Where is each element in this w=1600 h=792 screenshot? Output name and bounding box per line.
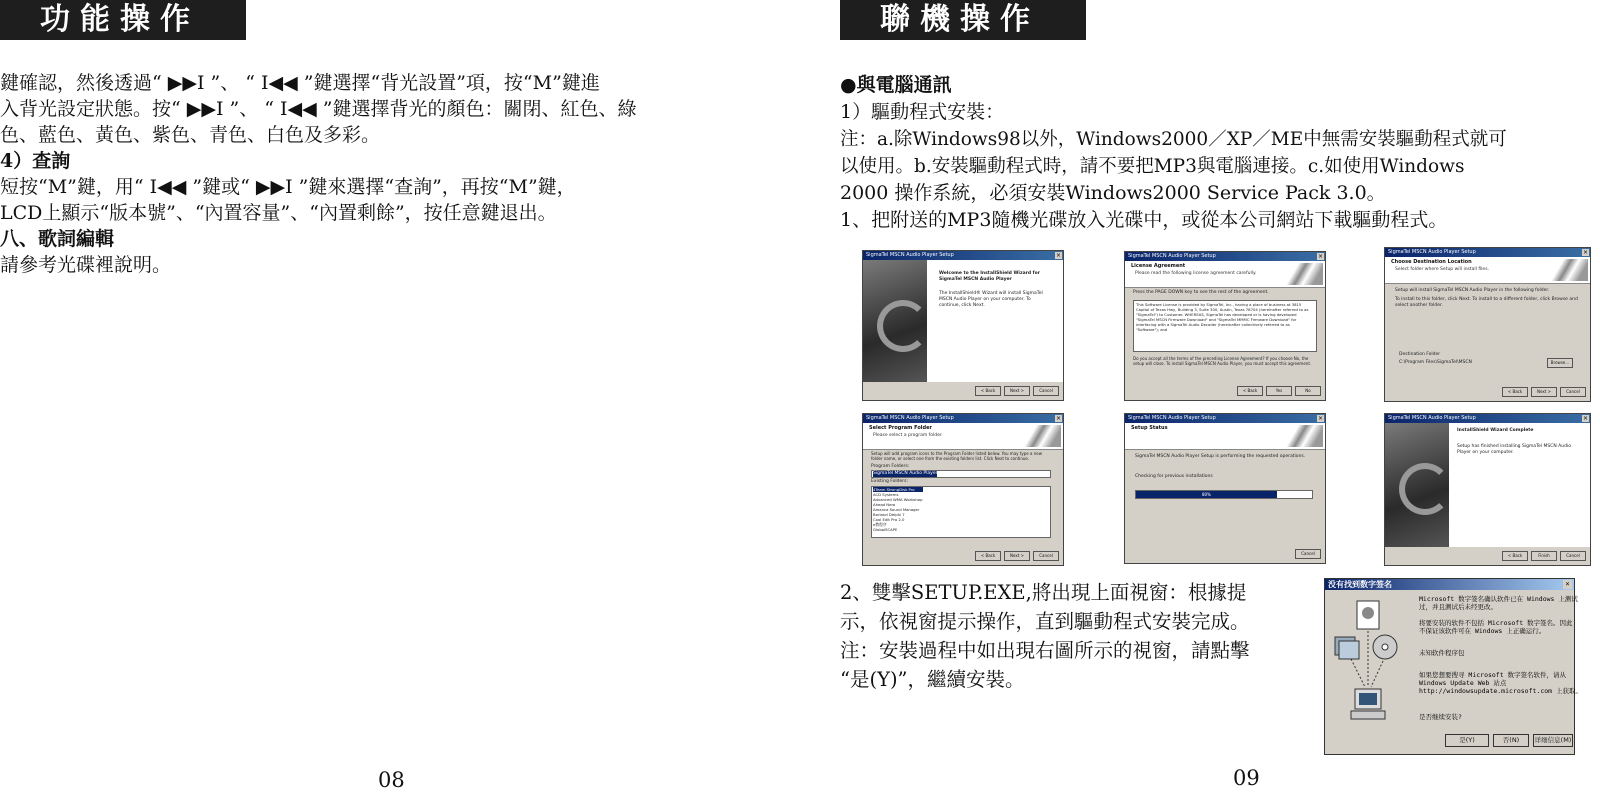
yes-button[interactable]: 是(Y) — [1445, 734, 1489, 747]
back-button[interactable]: < Back — [1502, 551, 1528, 561]
left-line: 鍵確認，然後透過“ ▶▶I ”、 “ I◀◀ ”鍵選擇“背光設置”項，按“M”鍵進 — [0, 72, 600, 94]
right-line: 2000 操作系統，必須安裝Windows2000 Service Pack 3.0。 — [840, 182, 1386, 204]
close-icon: × — [1317, 415, 1324, 422]
list-item[interactable]: Borland Delphi 7 — [873, 512, 905, 517]
screenshot-destination — [1384, 247, 1591, 402]
screenshot-complete — [1384, 413, 1591, 566]
right-line: 注：a.除Windows98以外，Windows2000／XP／ME中無需安裝驅動程式就可 — [840, 129, 1507, 150]
list-item[interactable]: Ahead Nero — [873, 502, 896, 507]
cancel-button[interactable]: Cancel — [1033, 386, 1059, 396]
list-item[interactable]: GlobalSCAPE — [873, 527, 898, 532]
screenshot-program-folder — [862, 413, 1064, 566]
software-install-illustration — [1333, 595, 1401, 735]
back-button[interactable]: < Back — [1502, 387, 1528, 397]
details-button[interactable]: 详细信息(M) — [1533, 734, 1573, 747]
install-progress-bar — [1135, 490, 1313, 499]
right-lower-line: 注：安裝過程中如出現右圖所示的視窗，請點擊 — [840, 639, 1250, 662]
dialog-line: 如果您想要搜寻 Microsoft 数字签名软件，请从 — [1419, 671, 1567, 679]
screenshot-body: SigmaTel MSCN Audio Player Setup is performing the requested operations. — [1135, 454, 1306, 459]
digital-signature-dialog — [1324, 578, 1582, 755]
dialog-line: 未知软件程序包 — [1419, 649, 1465, 657]
screenshot-subheading: Please read the following license agreement carefully. — [1135, 271, 1257, 276]
page-number-right: 09 — [1233, 766, 1260, 790]
list-item[interactable]: e教程序 — [873, 522, 887, 527]
screenshot-title: SigmaTel MSCN Audio Player Setup — [863, 251, 1063, 260]
progress-fill: 80% — [1136, 491, 1277, 498]
left-line: LCD上顯示“版本號”、“內置容量”、“內置剩餘”，按任意鍵退出。 — [0, 202, 557, 224]
left-line: 請參考光碟裡說明。 — [0, 254, 172, 276]
list-item[interactable]: 4Team StrongDisk Pro — [873, 487, 923, 492]
cancel-button[interactable]: Cancel — [1560, 387, 1586, 397]
right-line: ●與電腦通訊 — [840, 74, 952, 96]
list-item[interactable]: Cool Edit Pro 2.0 — [873, 517, 905, 522]
program-folder-label: Program Folders: — [871, 464, 910, 469]
close-icon: × — [1317, 253, 1324, 260]
close-icon: × — [1582, 249, 1589, 256]
list-item[interactable]: ACD Systems — [873, 492, 899, 497]
screenshot-title: SigmaTel MSCN Audio Player Setup — [1385, 248, 1590, 257]
back-button[interactable]: < Back — [975, 551, 1001, 561]
destination-path: C:\Program Files\SigmaTel\MSCN — [1399, 360, 1472, 365]
list-item[interactable]: Amanca Sound Manager — [873, 507, 920, 512]
left-section-heading: 八、歌詞編輯 — [0, 228, 115, 250]
screenshot-title: SigmaTel MSCN Audio Player Setup — [863, 414, 1063, 423]
screenshot-body: Press the PAGE DOWN key to see the rest of the agreement. — [1133, 290, 1269, 295]
wizard-banner — [1385, 423, 1449, 547]
close-icon: × — [1055, 252, 1062, 259]
right-page-body — [840, 72, 1507, 234]
screenshot-footer: Do you accept all the terms of the preceding License Agreement? If you choose No, the setup will close. To install SigmaTel MSCN Audio Player, you must accept this agreement. — [1133, 356, 1312, 366]
screenshot-heading: Select Program Folder — [869, 425, 932, 431]
right-line: 1、把附送的MP3隨機光碟放入光碟中，或從本公司網站下載驅動程式。 — [840, 209, 1448, 231]
screenshot-heading: License Agreement — [1131, 263, 1186, 269]
screenshot-subheading: Select folder where Setup will install files. — [1395, 267, 1489, 272]
left-line: 入背光設定狀態。按“ ▶▶I ”、 “ I◀◀ ”鍵選擇背光的顏色：關閉、紅色、綠 — [0, 98, 637, 120]
dialog-line: 过，并且测试后未经更改。 — [1419, 603, 1497, 611]
no-button[interactable]: 否(N) — [1493, 734, 1529, 747]
cancel-button[interactable]: Cancel — [1033, 551, 1059, 561]
screenshot-license — [1124, 251, 1326, 401]
destination-label: Destination Folder — [1399, 352, 1441, 357]
right-line: 以使用。b.安裝驅動程式時，請不要把MP3與電腦連接。c.如使用Windows — [840, 156, 1465, 177]
left-page-heading — [0, 0, 246, 40]
next-button[interactable]: Next > — [1004, 386, 1030, 396]
back-button[interactable]: < Back — [975, 386, 1001, 396]
screenshot-heading: Setup Status — [1131, 425, 1168, 431]
right-lower-line: 2、雙擊SETUP.EXE,將出現上面視窗：根據提 — [840, 581, 1247, 604]
screenshot-subheading: Please select a program folder. — [873, 433, 943, 438]
dialog-title: 没有找到数字签名 — [1325, 579, 1574, 590]
close-icon: × — [1055, 415, 1062, 422]
left-line: 短按“M”鍵，用“ I◀◀ ”鍵或“ ▶▶I ”鍵來選擇“查詢”，再按“M”鍵， — [0, 176, 576, 198]
next-button[interactable]: Next > — [1531, 387, 1557, 397]
left-line: 色、藍色、黃色、紫色、青色、白色及多彩。 — [0, 124, 381, 146]
right-page-heading — [840, 0, 1086, 40]
screenshot-body-2: Checking for previous installations — [1135, 474, 1213, 479]
right-heading-text: 聯機操作 — [880, 2, 1040, 37]
cancel-button[interactable]: Cancel — [1560, 551, 1586, 561]
screenshot-heading: InstallShield Wizard Complete — [1457, 428, 1534, 433]
screenshot-heading: Choose Destination Location — [1391, 259, 1472, 265]
existing-folders-label: Existing Folders: — [871, 479, 909, 484]
screenshot-title: SigmaTel MSCN Audio Player Setup — [1125, 414, 1325, 423]
right-lower-line: 示，依視窗提示操作，直到驅動程式安裝完成。 — [840, 610, 1250, 633]
list-item[interactable]: Advanced WMA Workshop — [873, 497, 923, 502]
screenshot-body: Setup will add program icons to the Program Folder listed below. You may type a new folder name, or select one from the existing folders list. Click Next to continue. — [871, 451, 1042, 461]
screenshot-body-2: To install to this folder, click Next. To install to a different folder, click Browse and select another folder. — [1395, 297, 1578, 308]
page-number-left: 08 — [378, 768, 405, 792]
screenshot-setup-status — [1124, 413, 1326, 564]
existing-folders-list[interactable] — [871, 486, 1051, 538]
close-icon[interactable]: × — [1563, 580, 1572, 589]
finish-button[interactable]: Finish — [1531, 551, 1557, 561]
screenshot-body: Setup has finished installing SigmaTel MSCN Audio Player on your computer. — [1457, 444, 1571, 455]
back-button[interactable]: < Back — [1237, 386, 1263, 396]
screenshot-body: Setup will install SigmaTel MSCN Audio Player in the following folder. — [1395, 288, 1550, 293]
dialog-line: Windows Update Web 站点 — [1419, 679, 1507, 687]
close-icon: × — [1582, 415, 1589, 422]
cancel-button[interactable]: Cancel — [1295, 549, 1321, 559]
left-page-body — [0, 70, 637, 278]
screenshot-welcome — [862, 250, 1064, 401]
screenshot-body: The InstallShield® Wizard will install SigmaTel MSCN Audio Player on your computer. To continue, click Next. — [939, 291, 1043, 308]
dialog-line: 将要安装的软件不包括 Microsoft 数字签名。因此 — [1419, 619, 1573, 627]
left-heading-text: 功能操作 — [40, 2, 200, 37]
right-lower-line: “是(Y)”，繼續安裝。 — [840, 668, 1025, 691]
screenshot-heading: Welcome to the InstallShield Wizard for SigmaTel MSCN Audio Player — [939, 271, 1040, 282]
browse-button[interactable]: Browse... — [1547, 358, 1573, 368]
yes-button[interactable]: Yes — [1266, 386, 1292, 396]
screenshot-title: SigmaTel MSCN Audio Player Setup — [1125, 252, 1325, 261]
right-lower-body — [840, 578, 1250, 694]
license-text-box[interactable]: This Software License is provided by SigmaTel, Inc., having a place of business at 3815 Capital of Texas Hwy, Building 3, Suite 300, Austin, Texas 78704 (hereinafter referred to as "SigmaTel") to Customer. WHEREAS, SigmaTel has developed or is having developed "SigmaTel MSCN Firmware Download" and "SigmaTel MMMC Firmware Download" for interfacing with a SigmaTel Audio Decoder (hereinafter collectively referred to as "Software"); and — [1133, 300, 1317, 352]
left-line: 4）查詢 — [0, 150, 71, 172]
no-button[interactable]: No — [1295, 386, 1321, 396]
right-line: 1）驅動程式安裝： — [840, 101, 1005, 123]
dialog-line: http://windowsupdate.microsoft.com 上获取。 — [1419, 687, 1582, 695]
dialog-line: 不保证该软件可在 Windows 上正确运行。 — [1419, 627, 1546, 635]
wizard-banner — [863, 260, 927, 382]
dialog-line: Microsoft 数字签名确认软件已在 Windows 上测试 — [1419, 595, 1578, 603]
dialog-question: 是否继续安装? — [1419, 713, 1462, 721]
program-folder-input[interactable]: SigmaTel MSCN Audio Player — [871, 470, 1051, 478]
next-button[interactable]: Next > — [1004, 551, 1030, 561]
screenshot-title: SigmaTel MSCN Audio Player Setup — [1385, 414, 1590, 423]
